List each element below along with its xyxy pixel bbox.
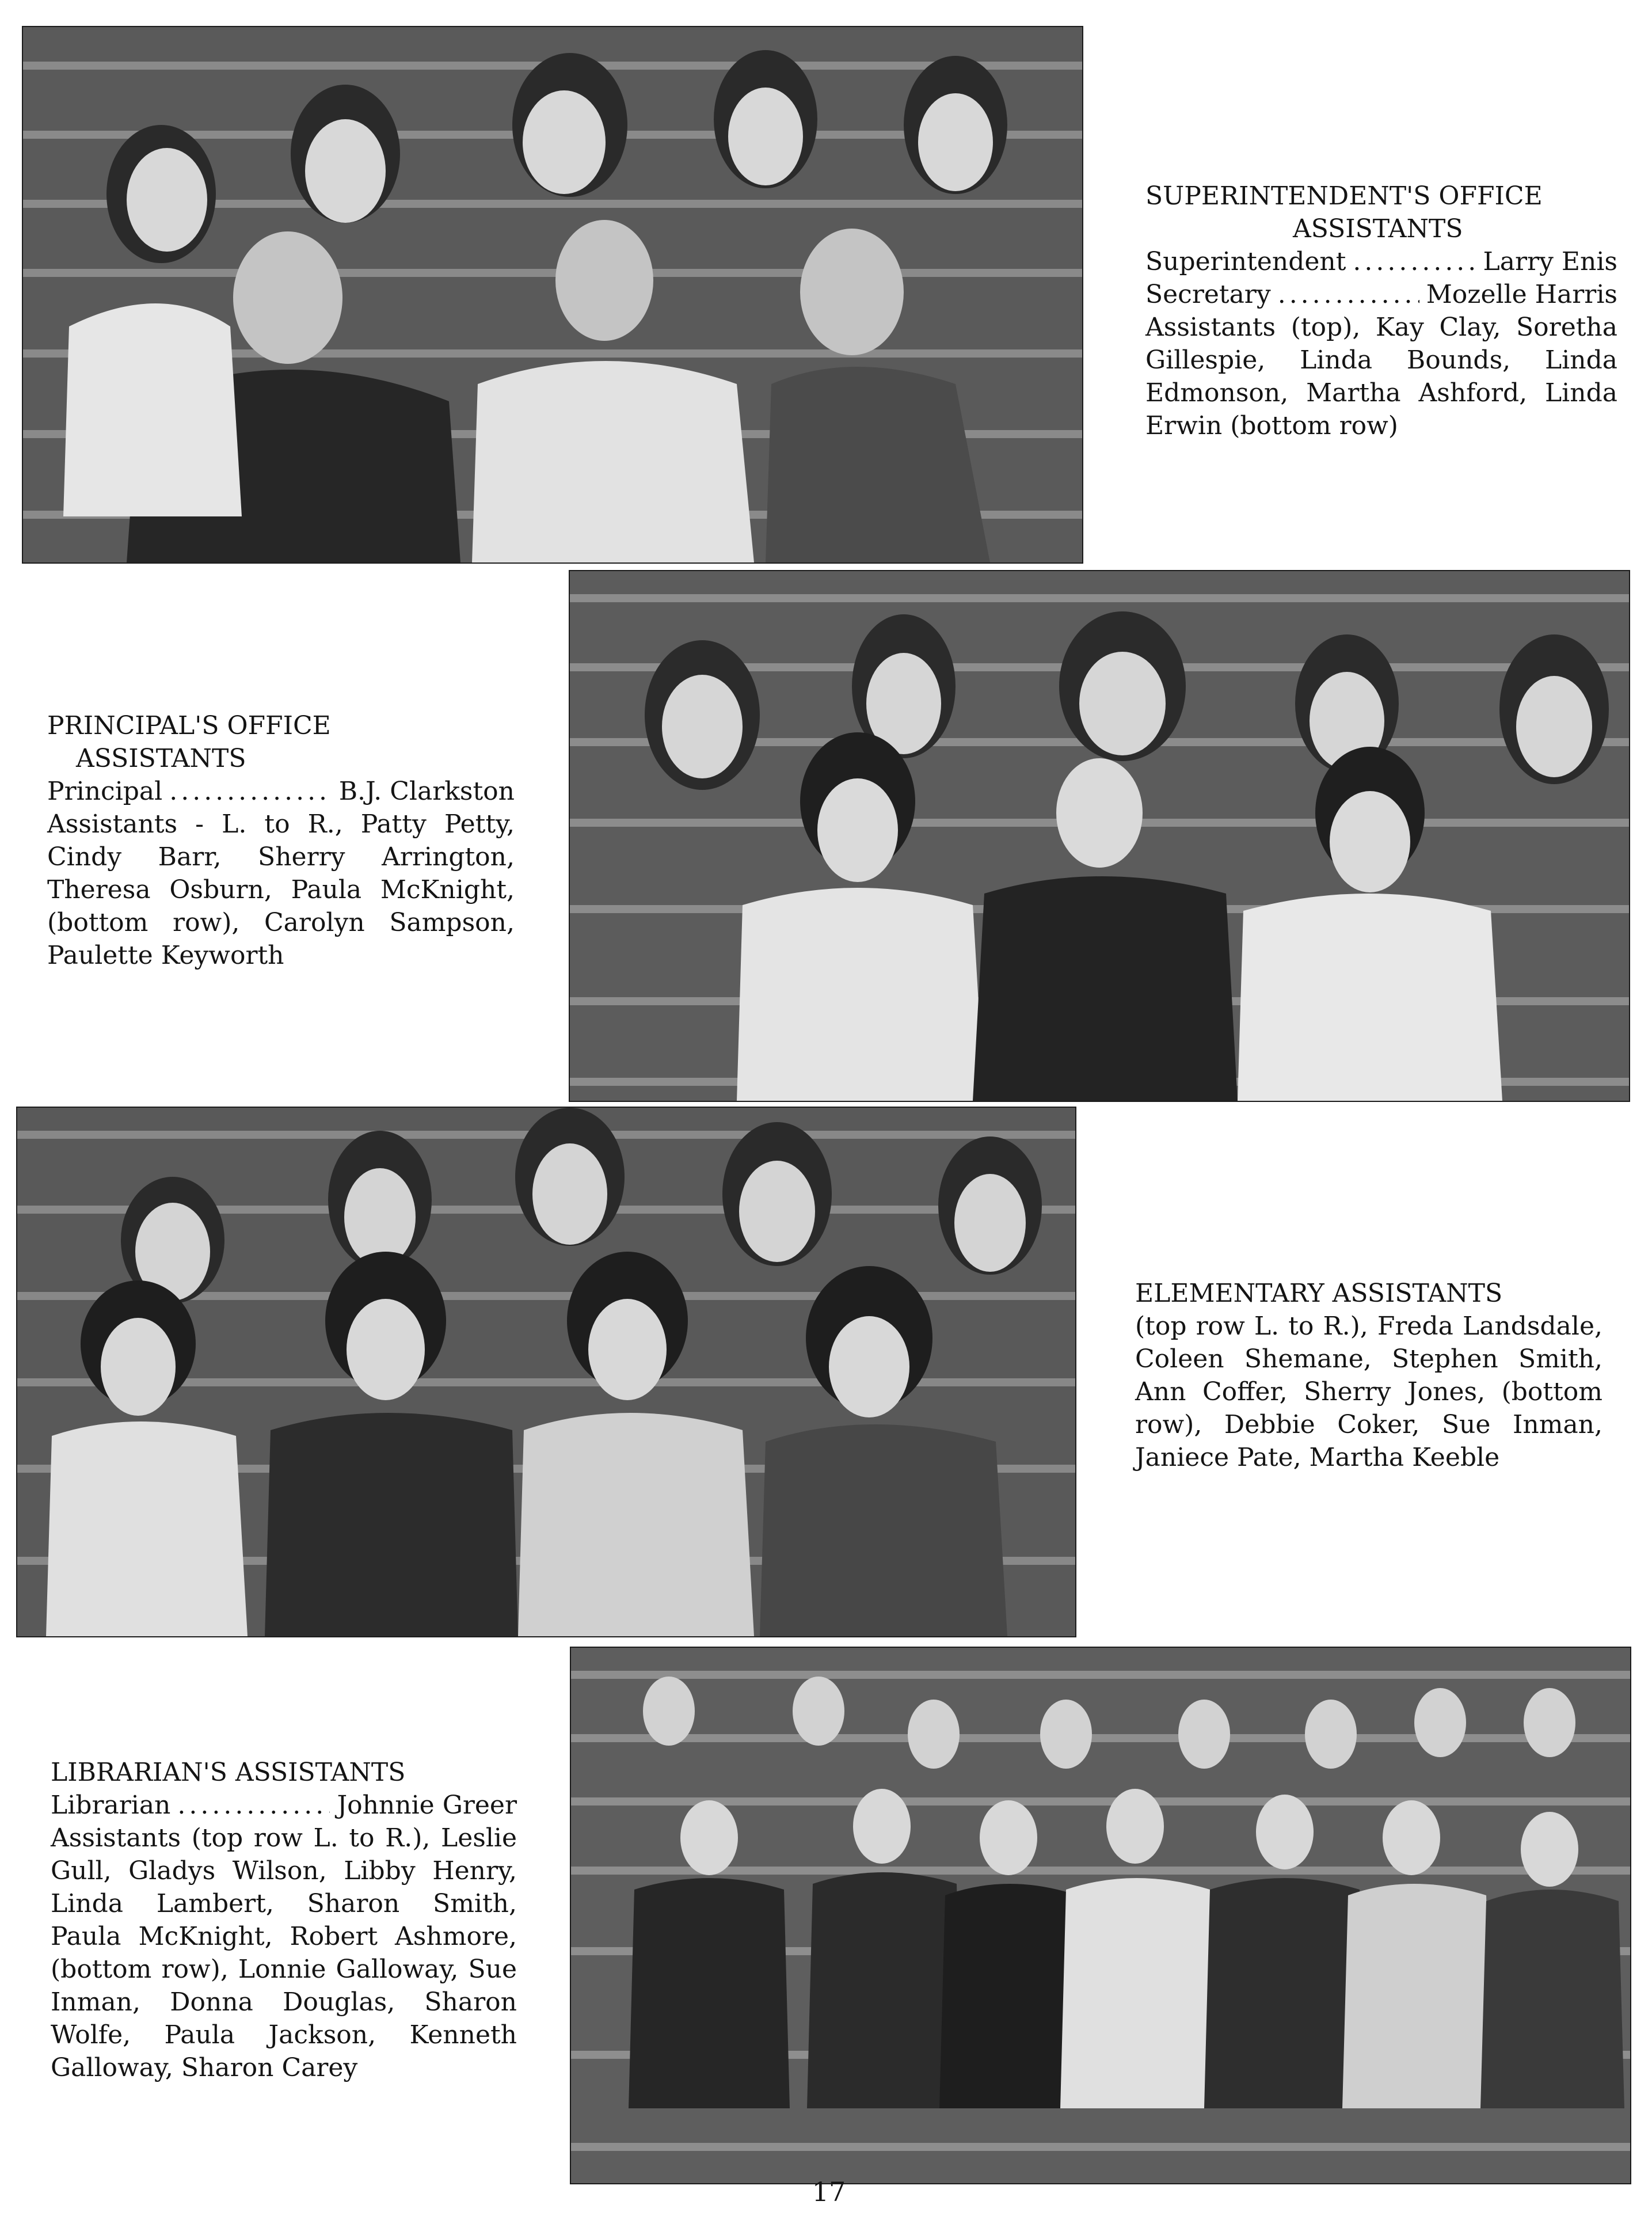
caption-heading (51, 1756, 517, 1789)
group-photo-graphic (570, 571, 1629, 1101)
heading-text: LIBRARIAN'S ASSISTANTS (51, 1758, 406, 1787)
subheading-text: ASSISTANTS (76, 744, 246, 773)
role-name: Mozelle Harris (1426, 280, 1617, 309)
leader-dots (177, 1789, 330, 1822)
role-line-principal (47, 775, 515, 808)
superintendent-office-photo (22, 26, 1083, 564)
group-photo-graphic (17, 1108, 1075, 1636)
caption-body: Assistants (top row L. to R.), Leslie Gull, Gladys Wilson, Libby Henry, Linda Lambert, Sharon Smith, Paula McKnight, Robert Ashmore, (bottom row), Lonnie Galloway, Sue Inman, Donna Douglas, Sharon Wolfe, Paula Jackson, Kenneth Galloway, Sharon Carey (51, 1823, 517, 2082)
heading-text: ELEMENTARY ASSISTANTS (1135, 1279, 1503, 1308)
role-line-librarian (51, 1789, 517, 1822)
role-name: Larry Enis (1483, 247, 1617, 276)
principal-office-photo (569, 570, 1630, 1102)
superintendent-office-caption (1145, 180, 1617, 442)
caption-heading (1135, 1277, 1602, 1310)
leader-dots (1353, 245, 1476, 278)
role-line-secretary (1145, 278, 1617, 311)
role-label: Superintendent (1145, 247, 1346, 276)
caption-body: Assistants (top), Kay Clay, Soretha Gillespie, Linda Bounds, Linda Edmonson, Martha Ashford, Linda Erwin (bottom row) (1145, 313, 1617, 440)
heading-text: SUPERINTENDENT'S OFFICE (1145, 181, 1543, 211)
librarian-assistants-photo (570, 1647, 1631, 2184)
elementary-assistants-caption (1135, 1277, 1602, 1474)
group-photo-graphic (23, 27, 1082, 562)
role-label: Principal (47, 777, 163, 806)
elementary-assistants-photo (16, 1107, 1076, 1637)
principal-office-caption (47, 709, 515, 972)
leader-dots (1278, 278, 1419, 311)
leader-dots (169, 775, 332, 808)
group-photo-graphic (571, 1648, 1630, 2183)
heading-text: PRINCIPAL'S OFFICE (47, 711, 331, 740)
caption-heading (1145, 180, 1617, 245)
role-name: B.J. Clarkston (338, 777, 515, 806)
librarian-assistants-caption (51, 1756, 517, 2084)
role-name: Johnnie Greer (337, 1791, 517, 1820)
role-label: Librarian (51, 1791, 171, 1820)
subheading-text: ASSISTANTS (1293, 214, 1463, 244)
caption-heading (47, 709, 515, 775)
caption-body: (top row L. to R.), Freda Landsdale, Coleen Shemane, Stephen Smith, Ann Coffer, Sherry Jones, (bottom row), Debbie Coker, Sue Inman, Janiece Pate, Martha Keeble (1135, 1312, 1602, 1472)
caption-body: Assistants - L. to R., Patty Petty, Cindy Barr, Sherry Arrington, Theresa Osburn, Paula McKnight, (bottom row), Carolyn Sampson, Paulette Keyworth (47, 809, 515, 970)
role-label: Secretary (1145, 280, 1271, 309)
role-line-superintendent (1145, 245, 1617, 278)
page-number: 17 (812, 2176, 846, 2207)
